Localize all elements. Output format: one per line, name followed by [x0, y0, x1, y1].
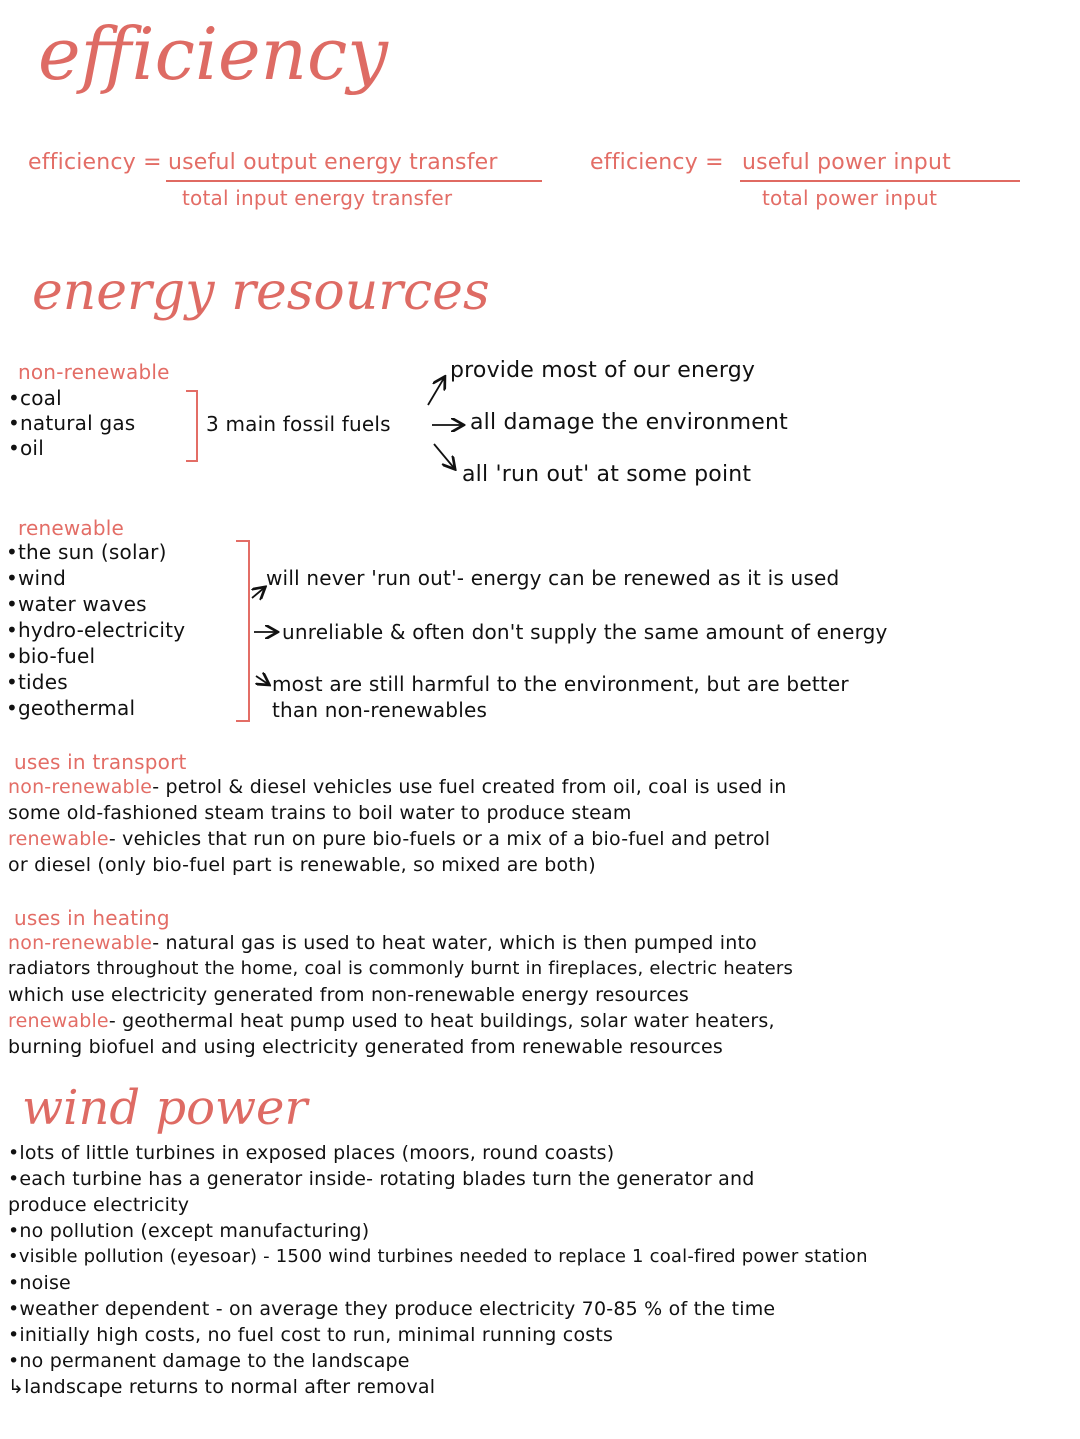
heating-heading: uses in heating [14, 906, 170, 930]
heating-r-line-1 [8, 1010, 775, 1032]
non-renewable-heading: non-renewable [18, 360, 170, 384]
heating-nr-label: non-renewable [8, 932, 153, 954]
renewable-heading: renewable [18, 516, 125, 540]
formula-energy-denominator: total input energy transfer [182, 186, 453, 210]
transport-nr-label: non-renewable [8, 776, 153, 798]
heating-nr-text-1: - natural gas is used to heat water, which is then pumped into [152, 932, 757, 954]
wind-power-line-9: •no permanent damage to the landscape [8, 1350, 410, 1372]
renewable-item-wind: •wind [6, 566, 67, 590]
renewable-item-bio-fuel: •bio-fuel [6, 644, 96, 668]
energy-resources-title: energy resources [32, 262, 490, 322]
non-renewable-item-natural-gas: •natural gas [8, 411, 136, 435]
heating-r-text-1: - geothermal heat pump used to heat buildings, solar water heaters, [108, 1010, 775, 1032]
efficiency-title: efficiency [38, 12, 388, 96]
non-renewable-point-3: all 'run out' at some point [462, 462, 752, 487]
renewable-point-3: most are still harmful to the environment, but are better [272, 672, 849, 696]
renewable-point-1: will never 'run out'- energy can be renewed as it is used [266, 566, 840, 590]
transport-r-line-2: or diesel (only bio-fuel part is renewable, so mixed are both) [8, 854, 596, 876]
transport-nr-line-2: some old-fashioned steam trains to boil water to produce steam [8, 802, 632, 824]
wind-power-line-6: •noise [8, 1272, 71, 1294]
wind-power-line-8: •initially high costs, no fuel cost to run, minimal running costs [8, 1324, 614, 1346]
renewable-item-tides: •tides [6, 670, 68, 694]
heating-nr-line-1 [8, 932, 757, 954]
transport-r-label: renewable [8, 828, 109, 850]
formula-power-numerator: useful power input [742, 150, 951, 175]
non-renewable-item-coal: •coal [8, 386, 62, 410]
wind-power-title: wind power [22, 1080, 308, 1136]
non-renewable-point-1: provide most of our energy [450, 358, 756, 383]
heating-nr-line-3: which use electricity generated from non-renewable energy resources [8, 984, 689, 1006]
renewable-item-water-waves: •water waves [6, 592, 147, 616]
renewable-item-geothermal: •geothermal [6, 696, 136, 720]
formula-energy-numerator: useful output energy transfer [168, 150, 498, 175]
wind-power-line-3: produce electricity [8, 1194, 190, 1216]
transport-r-line-1 [8, 828, 770, 850]
formula-power-denominator: total power input [762, 186, 938, 210]
heating-r-line-2: burning biofuel and using electricity generated from renewable resources [8, 1036, 723, 1058]
transport-nr-line-1 [8, 776, 786, 798]
renewable-point-2: unreliable & often don't supply the same amount of energy [282, 620, 888, 644]
wind-power-line-10: ↳landscape returns to normal after removal [8, 1376, 436, 1398]
formula-power-lhs: efficiency = [590, 150, 724, 175]
heating-r-label: renewable [8, 1010, 109, 1032]
heating-nr-line-2: radiators throughout the home, coal is commonly burnt in fireplaces, electric heaters [8, 958, 794, 979]
renewable-item-hydro: •hydro-electricity [6, 618, 186, 642]
transport-nr-text-1: - petrol & diesel vehicles use fuel created from oil, coal is used in [152, 776, 787, 798]
fossil-fuels-label: 3 main fossil fuels [206, 412, 391, 436]
wind-power-line-1: •lots of little turbines in exposed places (moors, round coasts) [8, 1142, 615, 1164]
transport-heading: uses in transport [14, 750, 187, 774]
non-renewable-point-2: all damage the environment [470, 410, 788, 435]
renewable-point-3-cont: than non-renewables [272, 698, 488, 722]
renewable-item-solar: •the sun (solar) [6, 540, 167, 564]
non-renewable-item-oil: •oil [8, 436, 44, 460]
transport-r-text-1: - vehicles that run on pure bio-fuels or a mix of a bio-fuel and petrol [108, 828, 771, 850]
wind-power-line-2: •each turbine has a generator inside- rotating blades turn the generator and [8, 1168, 755, 1190]
formula-energy-lhs: efficiency = [28, 150, 162, 175]
wind-power-line-4: •no pollution (except manufacturing) [8, 1220, 370, 1242]
wind-power-line-5: •visible pollution (eyesoar) - 1500 wind turbines needed to replace 1 coal-fired power station [8, 1246, 868, 1267]
wind-power-line-7: •weather dependent - on average they produce electricity 70-85 % of the time [8, 1298, 776, 1320]
